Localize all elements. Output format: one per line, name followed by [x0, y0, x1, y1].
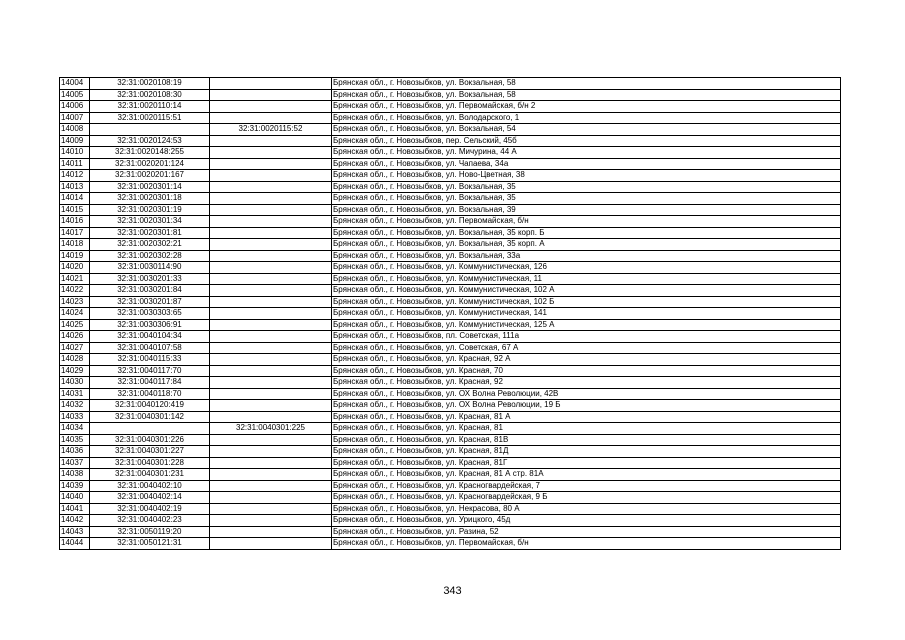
row-number-cell: 14005 — [60, 89, 90, 101]
address-cell: Брянская обл., г. Новозыбков, ул. Красная, 81 А стр. 81А — [332, 469, 841, 481]
row-number-cell: 14034 — [60, 423, 90, 435]
cadastral-number-cell: 32:31:0020302:21 — [90, 239, 210, 251]
cadastral-number-alt-cell — [210, 538, 332, 550]
cadastral-number-alt-cell — [210, 101, 332, 113]
row-number-cell: 14010 — [60, 147, 90, 159]
cadastral-number-cell: 32:31:0020301:81 — [90, 227, 210, 239]
cadastral-number-alt-cell — [210, 365, 332, 377]
table-row — [60, 354, 841, 366]
cadastral-number-alt-cell — [210, 296, 332, 308]
cadastral-number-alt-cell — [210, 331, 332, 343]
cadastral-number-cell: 32:31:0040104:34 — [90, 331, 210, 343]
address-cell: Брянская обл., г. Новозыбков, ул. Мичурина, 44 А — [332, 147, 841, 159]
address-cell: Брянская обл., г. Новозыбков, ул. Коммунистическая, 102 А — [332, 285, 841, 297]
table-row — [60, 480, 841, 492]
row-number-cell: 14024 — [60, 308, 90, 320]
cadastral-number-alt-cell — [210, 193, 332, 205]
table-row — [60, 227, 841, 239]
row-number-cell: 14044 — [60, 538, 90, 550]
row-number-cell: 14025 — [60, 319, 90, 331]
cadastral-number-cell: 32:31:0020108:30 — [90, 89, 210, 101]
row-number-cell: 14015 — [60, 204, 90, 216]
address-cell: Брянская обл., г. Новозыбков, ул. Коммунистическая, 102 Б — [332, 296, 841, 308]
cadastral-number-cell: 32:31:0040117:84 — [90, 377, 210, 389]
table-row — [60, 411, 841, 423]
table-row — [60, 147, 841, 159]
cadastral-number-cell: 32:31:0020201:124 — [90, 158, 210, 170]
cadastral-number-cell: 32:31:0040402:23 — [90, 515, 210, 527]
cadastral-number-alt-cell — [210, 446, 332, 458]
row-number-cell: 14019 — [60, 250, 90, 262]
cadastral-number-cell: 32:31:0040117:70 — [90, 365, 210, 377]
cadastral-number-cell: 32:31:0040301:228 — [90, 457, 210, 469]
address-cell: Брянская обл., г. Новозыбков, ул. Вокзальная, 35 — [332, 181, 841, 193]
table-row — [60, 89, 841, 101]
address-cell: Брянская обл., г. Новозыбков, ул. Чапаева, 34а — [332, 158, 841, 170]
row-number-cell: 14028 — [60, 354, 90, 366]
row-number-cell: 14032 — [60, 400, 90, 412]
cadastral-number-cell: 32:31:0020108:19 — [90, 78, 210, 90]
cadastral-number-alt-cell — [210, 492, 332, 504]
row-number-cell: 14022 — [60, 285, 90, 297]
cadastral-number-cell — [90, 124, 210, 136]
address-cell: Брянская обл., г. Новозыбков, ул. Первомайская, б/н — [332, 538, 841, 550]
cadastral-number-alt-cell — [210, 480, 332, 492]
cadastral-number-alt-cell: 32:31:0020115:52 — [210, 124, 332, 136]
row-number-cell: 14042 — [60, 515, 90, 527]
cadastral-number-cell: 32:31:0030303:65 — [90, 308, 210, 320]
table-row — [60, 273, 841, 285]
table-row — [60, 135, 841, 147]
cadastral-number-cell: 32:31:0040301:231 — [90, 469, 210, 481]
cadastral-number-alt-cell — [210, 342, 332, 354]
address-cell: Брянская обл., г. Новозыбков, ул. Вокзальная, 39 — [332, 204, 841, 216]
table-row — [60, 342, 841, 354]
cadastral-number-alt-cell — [210, 204, 332, 216]
address-cell: Брянская обл., г. Новозыбков, ул. Красная, 81 А — [332, 411, 841, 423]
address-cell: Брянская обл., г. Новозыбков, ул. Красная, 81Д — [332, 446, 841, 458]
cadastral-number-cell: 32:31:0030201:84 — [90, 285, 210, 297]
table-row — [60, 181, 841, 193]
address-cell: Брянская обл., г. Новозыбков, ул. Вокзальная, 33а — [332, 250, 841, 262]
table-row — [60, 296, 841, 308]
address-cell: Брянская обл., г. Новозыбков, ул. Вокзальная, 58 — [332, 89, 841, 101]
address-cell: Брянская обл., г. Новозыбков, ул. Красная, 92 А — [332, 354, 841, 366]
row-number-cell: 14021 — [60, 273, 90, 285]
cadastral-number-cell: 32:31:0040402:10 — [90, 480, 210, 492]
table-row — [60, 78, 841, 90]
table-row — [60, 377, 841, 389]
table-row — [60, 503, 841, 515]
cadastral-number-cell: 32:31:0020110:14 — [90, 101, 210, 113]
table-row — [60, 515, 841, 527]
address-cell: Брянская обл., г. Новозыбков, ул. ОХ Волна Революции, 19 Б — [332, 400, 841, 412]
row-number-cell: 14026 — [60, 331, 90, 343]
table-row — [60, 400, 841, 412]
address-cell: Брянская обл., г. Новозыбков, ул. Разина, 52 — [332, 526, 841, 538]
address-cell: Брянская обл., г. Новозыбков, ул. Красная, 81 — [332, 423, 841, 435]
table-row — [60, 469, 841, 481]
table-row — [60, 262, 841, 274]
row-number-cell: 14041 — [60, 503, 90, 515]
cadastral-number-alt-cell — [210, 354, 332, 366]
cadastral-number-alt-cell — [210, 89, 332, 101]
row-number-cell: 14012 — [60, 170, 90, 182]
cadastral-number-cell: 32:31:0020201:167 — [90, 170, 210, 182]
cadastral-number-alt-cell — [210, 239, 332, 251]
cadastral-number-alt-cell — [210, 503, 332, 515]
row-number-cell: 14033 — [60, 411, 90, 423]
cadastral-number-alt-cell — [210, 388, 332, 400]
cadastral-number-alt-cell — [210, 158, 332, 170]
table-row — [60, 216, 841, 228]
cadastral-number-alt-cell — [210, 319, 332, 331]
cadastral-number-cell: 32:31:0040107:58 — [90, 342, 210, 354]
address-cell: Брянская обл., г. Новозыбков, ул. Вокзальная, 35 корп. Б — [332, 227, 841, 239]
cadastral-number-alt-cell — [210, 135, 332, 147]
address-cell: Брянская обл., г. Новозыбков, ул. Вокзальная, 58 — [332, 78, 841, 90]
address-cell: Брянская обл., г. Новозыбков, ул. Красная, 81Г — [332, 457, 841, 469]
row-number-cell: 14023 — [60, 296, 90, 308]
address-cell: Брянская обл., г. Новозыбков, ул. Красная, 81В — [332, 434, 841, 446]
row-number-cell: 14027 — [60, 342, 90, 354]
address-cell: Брянская обл., г. Новозыбков, ул. Ново-Цветная, 38 — [332, 170, 841, 182]
row-number-cell: 14016 — [60, 216, 90, 228]
table-row — [60, 365, 841, 377]
address-cell: Брянская обл., г. Новозыбков, ул. Володарского, 1 — [332, 112, 841, 124]
cadastral-number-alt-cell — [210, 250, 332, 262]
address-cell: Брянская обл., г. Новозыбков, ул. Урицкого, 45д — [332, 515, 841, 527]
address-cell: Брянская обл., г. Новозыбков, ул. Вокзальная, 54 — [332, 124, 841, 136]
cadastral-number-alt-cell — [210, 308, 332, 320]
table-row — [60, 457, 841, 469]
row-number-cell: 14018 — [60, 239, 90, 251]
table-row — [60, 423, 841, 435]
table-row — [60, 239, 841, 251]
address-cell: Брянская обл., г. Новозыбков, ул. Некрасова, 80 А — [332, 503, 841, 515]
address-cell: Брянская обл., г. Новозыбков, ул. Красная, 70 — [332, 365, 841, 377]
address-cell: Брянская обл., г. Новозыбков, пер. Сельский, 45б — [332, 135, 841, 147]
table-row — [60, 204, 841, 216]
table-row — [60, 526, 841, 538]
cadastral-number-alt-cell — [210, 285, 332, 297]
cadastral-number-alt-cell — [210, 227, 332, 239]
page-number: 343 — [443, 585, 462, 597]
cadastral-number-cell: 32:31:0020301:18 — [90, 193, 210, 205]
table-row — [60, 124, 841, 136]
address-cell: Брянская обл., г. Новозыбков, ул. Коммунистическая, 125 А — [332, 319, 841, 331]
row-number-cell: 14004 — [60, 78, 90, 90]
table-row — [60, 112, 841, 124]
cadastral-number-cell: 32:31:0020148:255 — [90, 147, 210, 159]
address-cell: Брянская обл., г. Новозыбков, ул. Первомайская, б/н — [332, 216, 841, 228]
row-number-cell: 14035 — [60, 434, 90, 446]
cadastral-number-cell: 32:31:0030201:87 — [90, 296, 210, 308]
row-number-cell: 14030 — [60, 377, 90, 389]
address-cell: Брянская обл., г. Новозыбков, пл. Советская, 111а — [332, 331, 841, 343]
table-row — [60, 388, 841, 400]
cadastral-number-cell: 32:31:0040402:14 — [90, 492, 210, 504]
address-cell: Брянская обл., г. Новозыбков, ул. Коммунистическая, 141 — [332, 308, 841, 320]
address-cell: Брянская обл., г. Новозыбков, ул. Вокзальная, 35 — [332, 193, 841, 205]
row-number-cell: 14006 — [60, 101, 90, 113]
cadastral-number-alt-cell — [210, 377, 332, 389]
table-row — [60, 170, 841, 182]
table-row — [60, 319, 841, 331]
row-number-cell: 14008 — [60, 124, 90, 136]
address-cell: Брянская обл., г. Новозыбков, ул. Красная, 92 — [332, 377, 841, 389]
cadastral-number-alt-cell — [210, 400, 332, 412]
cadastral-number-cell: 32:31:0020302:28 — [90, 250, 210, 262]
row-number-cell: 14013 — [60, 181, 90, 193]
row-number-cell: 14020 — [60, 262, 90, 274]
address-cell: Брянская обл., г. Новозыбков, ул. Вокзальная, 35 корп. А — [332, 239, 841, 251]
row-number-cell: 14011 — [60, 158, 90, 170]
table-body — [60, 78, 841, 550]
cadastral-number-alt-cell — [210, 147, 332, 159]
cadastral-number-alt-cell — [210, 112, 332, 124]
row-number-cell: 14031 — [60, 388, 90, 400]
cadastral-number-alt-cell — [210, 526, 332, 538]
cadastral-number-cell: 32:31:0020301:19 — [90, 204, 210, 216]
cadastral-number-cell — [90, 423, 210, 435]
property-table — [59, 77, 841, 550]
cadastral-number-alt-cell — [210, 262, 332, 274]
row-number-cell: 14029 — [60, 365, 90, 377]
table-row — [60, 101, 841, 113]
table-row — [60, 492, 841, 504]
row-number-cell: 14014 — [60, 193, 90, 205]
cadastral-number-cell: 32:31:0040301:226 — [90, 434, 210, 446]
cadastral-number-alt-cell: 32:31:0040301:225 — [210, 423, 332, 435]
row-number-cell: 14043 — [60, 526, 90, 538]
cadastral-number-cell: 32:31:0040301:227 — [90, 446, 210, 458]
row-number-cell: 14017 — [60, 227, 90, 239]
cadastral-number-cell: 32:31:0030201:33 — [90, 273, 210, 285]
row-number-cell: 14036 — [60, 446, 90, 458]
table-row — [60, 193, 841, 205]
cadastral-number-cell: 32:31:0030114:90 — [90, 262, 210, 274]
row-number-cell: 14039 — [60, 480, 90, 492]
cadastral-number-alt-cell — [210, 78, 332, 90]
cadastral-number-alt-cell — [210, 457, 332, 469]
table-row — [60, 158, 841, 170]
table-row — [60, 446, 841, 458]
cadastral-number-cell: 32:31:0040115:33 — [90, 354, 210, 366]
address-cell: Брянская обл., г. Новозыбков, ул. Советская, 67 А — [332, 342, 841, 354]
cadastral-number-cell: 32:31:0020124:53 — [90, 135, 210, 147]
cadastral-number-cell: 32:31:0040120:419 — [90, 400, 210, 412]
row-number-cell: 14040 — [60, 492, 90, 504]
cadastral-number-alt-cell — [210, 411, 332, 423]
row-number-cell: 14007 — [60, 112, 90, 124]
cadastral-number-cell: 32:31:0040402:19 — [90, 503, 210, 515]
address-cell: Брянская обл., г. Новозыбков, ул. Красногвардейская, 7 — [332, 480, 841, 492]
row-number-cell: 14009 — [60, 135, 90, 147]
cadastral-number-cell: 32:31:0020115:51 — [90, 112, 210, 124]
cadastral-number-cell: 32:31:0050121:31 — [90, 538, 210, 550]
table-row — [60, 331, 841, 343]
address-cell: Брянская обл., г. Новозыбков, ул. Красногвардейская, 9 Б — [332, 492, 841, 504]
cadastral-number-cell: 32:31:0020301:34 — [90, 216, 210, 228]
cadastral-number-alt-cell — [210, 181, 332, 193]
row-number-cell: 14037 — [60, 457, 90, 469]
table-row — [60, 434, 841, 446]
table-row — [60, 538, 841, 550]
table-row — [60, 285, 841, 297]
cadastral-number-alt-cell — [210, 434, 332, 446]
cadastral-number-alt-cell — [210, 469, 332, 481]
address-cell: Брянская обл., г. Новозыбков, ул. ОХ Волна Революции, 42В — [332, 388, 841, 400]
address-cell: Брянская обл., г. Новозыбков, ул. Коммунистическая, 11 — [332, 273, 841, 285]
cadastral-number-cell: 32:31:0040118:70 — [90, 388, 210, 400]
cadastral-number-alt-cell — [210, 515, 332, 527]
cadastral-number-cell: 32:31:0040301:142 — [90, 411, 210, 423]
row-number-cell: 14038 — [60, 469, 90, 481]
table-row — [60, 308, 841, 320]
cadastral-number-alt-cell — [210, 273, 332, 285]
cadastral-number-cell: 32:31:0020301:14 — [90, 181, 210, 193]
cadastral-number-alt-cell — [210, 170, 332, 182]
cadastral-number-alt-cell — [210, 216, 332, 228]
cadastral-number-cell: 32:31:0050119:20 — [90, 526, 210, 538]
cadastral-number-cell: 32:31:0030306:91 — [90, 319, 210, 331]
address-cell: Брянская обл., г. Новозыбков, ул. Первомайская, б/н 2 — [332, 101, 841, 113]
table-row — [60, 250, 841, 262]
address-cell: Брянская обл., г. Новозыбков, ул. Коммунистическая, 126 — [332, 262, 841, 274]
